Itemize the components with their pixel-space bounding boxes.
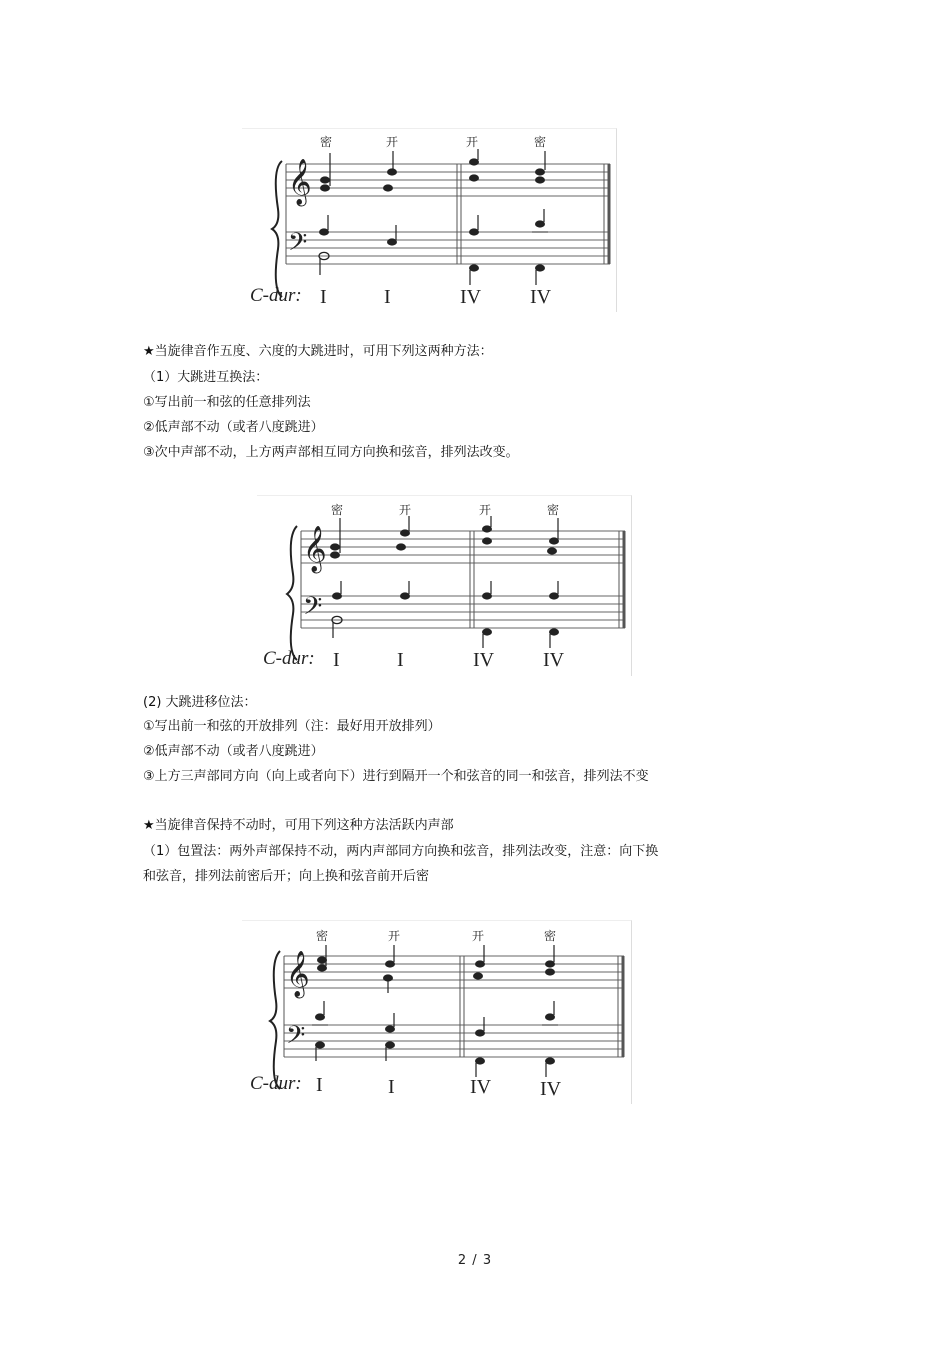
treble-clef-icon: 𝄞: [303, 526, 327, 572]
treble-staff: [301, 531, 625, 563]
treble-staff: [284, 956, 624, 988]
score-figure-2: [257, 495, 632, 676]
text-line: ②低声部不动（或者八度跳进）: [143, 420, 324, 435]
roman-numeral: I: [384, 286, 391, 308]
bass-clef-icon: 𝄢: [303, 592, 323, 627]
chord-label: 密: [320, 135, 333, 149]
chord-labels: [320, 134, 546, 149]
key-label: C-dur:: [263, 648, 315, 669]
roman-numeral: IV: [460, 286, 482, 308]
text-line: ②低声部不动（或者八度跳进）: [143, 744, 324, 759]
bass-staff: [301, 596, 625, 628]
text-line: ★当旋律音保持不动时，可用下列这种方法活跃内声部: [143, 818, 454, 833]
roman-numeral: IV: [543, 649, 565, 671]
score-figure-3: [242, 920, 632, 1104]
treble-staff: [286, 164, 610, 196]
text-line: ③次中声部不动，上方两声部相互同方向换和弦音，排列法改变。: [143, 445, 519, 460]
brace: [272, 161, 282, 297]
chord-label: 开: [479, 503, 492, 517]
roman-numeral: IV: [470, 1076, 492, 1098]
roman-numeral: IV: [540, 1078, 562, 1100]
chord-label: 密: [544, 929, 557, 943]
bass-staff: [284, 1025, 624, 1057]
text-line: 和弦音，排列法前密后开；向上换和弦音前开后密: [143, 869, 430, 884]
chord-label: 开: [466, 135, 479, 149]
roman-numeral: IV: [530, 286, 552, 308]
roman-numeral: I: [397, 649, 404, 671]
notes: [319, 149, 548, 285]
text-line: (2) 大跳进移位法：: [143, 695, 257, 710]
chord-label: 开: [386, 135, 399, 149]
text-line: ★当旋律音作五度、六度的大跳进时，可用下列这两种方法：: [143, 344, 493, 359]
text-line: ①写出前一和弦的任意排列法: [143, 395, 311, 410]
bass-staff: [286, 232, 610, 264]
text-line: （1）大跳进互换法：: [143, 370, 269, 385]
roman-numeral: I: [333, 649, 340, 671]
chord-label: 开: [472, 929, 485, 943]
bass-clef-icon: 𝄢: [288, 228, 308, 263]
treble-clef-icon: 𝄞: [288, 159, 312, 205]
chord-label: 密: [316, 929, 329, 943]
roman-numeral: I: [316, 1074, 323, 1096]
roman-numeral: I: [388, 1076, 395, 1098]
key-label: C-dur:: [250, 1073, 302, 1094]
chord-label: 开: [388, 929, 401, 943]
roman-numeral: I: [320, 286, 327, 308]
text-line: ③上方三声部同方向（向上或者向下）进行到隔开一个和弦音的同一和弦音，排列法不变: [143, 769, 649, 784]
chord-label: 开: [399, 503, 412, 517]
text-line: （1）包置法：两外声部保持不动，两内声部同方向换和弦音，排列法改变，注意：向下换: [143, 844, 659, 859]
text-line: ①写出前一和弦的开放排列（注：最好用开放排列）: [143, 719, 441, 734]
page-number: 2 / 3: [457, 1253, 493, 1268]
roman-numeral: IV: [473, 649, 495, 671]
chord-label: 密: [547, 503, 560, 517]
bass-clef-icon: 𝄢: [286, 1021, 306, 1056]
treble-clef-icon: 𝄞: [286, 951, 310, 997]
chord-label: 密: [331, 503, 344, 517]
score-figure-1: [242, 128, 617, 312]
chord-label: 密: [534, 135, 547, 149]
key-label: C-dur:: [250, 285, 302, 306]
